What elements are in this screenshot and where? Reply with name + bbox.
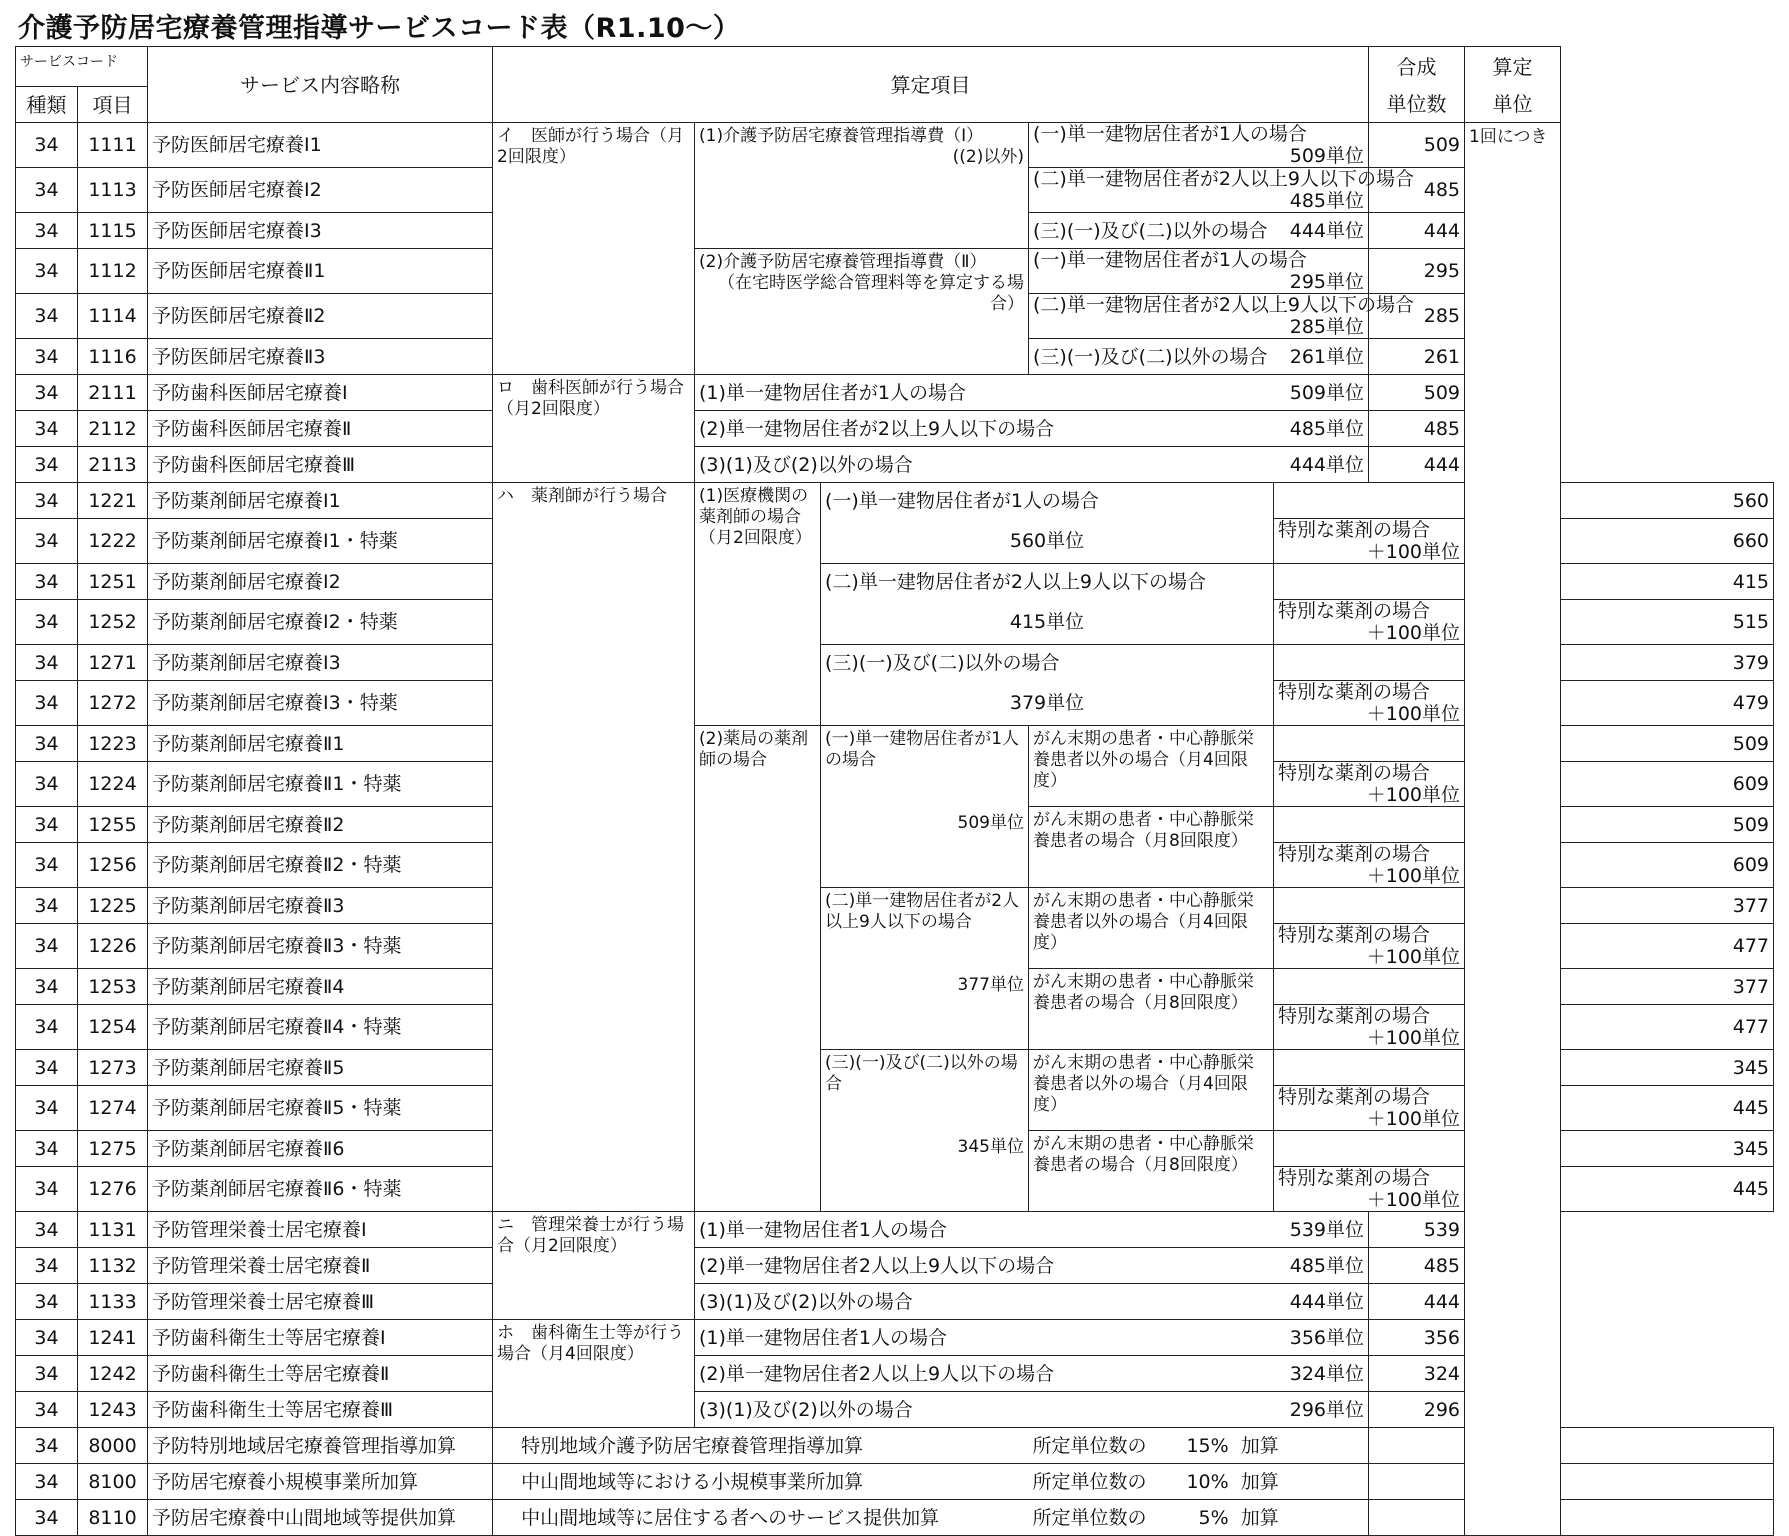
special-drug-label: 特別な薬剤の場合 [1278, 600, 1431, 622]
condition-text: (1)単一建物居住者1人の場合 [699, 1326, 948, 1349]
item-cell: 1132 [78, 1248, 148, 1284]
kind-cell: 34 [16, 1356, 78, 1392]
units-cell: 415 [1561, 564, 1774, 600]
addon-name-cell [493, 1500, 1029, 1536]
units-cell: 560 [1561, 483, 1774, 519]
special-drug-empty [1274, 1050, 1465, 1086]
pharm-condition [821, 888, 1029, 1050]
service-name-cell: 予防管理栄養士居宅療養Ⅰ [148, 1212, 493, 1248]
unit-amount: 324単位 [1289, 1362, 1365, 1385]
kind-cell: 34 [16, 483, 78, 519]
pharm-condition [821, 1050, 1029, 1212]
unit-amount: 444単位 [1289, 453, 1365, 476]
condition-text: (三)(一)及び(二)以外の場合 [1033, 345, 1268, 368]
calc-condition-cell [1029, 168, 1415, 213]
addon-rate-cell [1029, 1428, 1369, 1464]
units-cell: 479 [1561, 681, 1774, 726]
calc-condition-cell [695, 375, 1369, 411]
special-drug-plus: ＋100単位 [1366, 946, 1461, 968]
special-drug-empty [1274, 888, 1465, 924]
kind-cell: 34 [16, 1392, 78, 1428]
cancer-condition: がん末期の患者・中心静脈栄養患者以外の場合（月4回限度） [1029, 726, 1274, 807]
calc-condition-cell [695, 1392, 1369, 1428]
units-cell [1369, 1464, 1465, 1500]
pharm-condition-units: 560単位 [821, 519, 1274, 564]
special-drug-plus: ＋100単位 [1366, 865, 1461, 887]
special-drug-cell [1274, 1167, 1465, 1212]
item-cell: 1272 [78, 681, 148, 726]
header-units-b: 単位数 [1369, 87, 1465, 123]
pharm-hospital: (1)医療機関の薬剤師の場合（月2回限度） [695, 483, 821, 726]
item-cell: 1253 [78, 969, 148, 1005]
condition-text: (三)(一)及び(二)以外の場合 [825, 1053, 1018, 1094]
service-name-cell: 予防薬剤師居宅療養Ⅱ6・特薬 [148, 1167, 493, 1212]
special-drug-label: 特別な薬剤の場合 [1278, 1167, 1431, 1189]
special-drug-plus: ＋100単位 [1366, 1189, 1461, 1211]
units-cell: 509 [1369, 375, 1465, 411]
special-drug-cell [1274, 1086, 1465, 1131]
calc-unit-cell [1561, 1428, 1774, 1464]
pharm-condition: (三)(一)及び(二)以外の場合 [821, 645, 1274, 681]
kind-cell: 34 [16, 969, 78, 1005]
kind-cell: 34 [16, 1320, 78, 1356]
unit-amount: 509単位 [1289, 145, 1365, 167]
kind-cell: 34 [16, 123, 78, 168]
units-cell: 609 [1561, 762, 1774, 807]
unit-amount: 295単位 [1289, 271, 1365, 293]
kind-cell: 34 [16, 213, 78, 249]
kind-cell: 34 [16, 888, 78, 924]
item-cell: 1271 [78, 645, 148, 681]
service-name-cell: 予防医師居宅療養Ⅰ1 [148, 123, 493, 168]
service-name-cell: 予防薬剤師居宅療養Ⅱ5 [148, 1050, 493, 1086]
doctor-fee-2-label: (2)介護予防居宅療養管理指導費（Ⅱ） [699, 252, 987, 272]
condition-text: (2)単一建物居住者が2以上9人以下の場合 [699, 417, 1055, 440]
page-title: 介護予防居宅療養管理指導サービスコード表（R1.10～） [18, 13, 741, 44]
special-drug-empty [1274, 1131, 1465, 1167]
units-cell: 379 [1561, 645, 1774, 681]
calc-condition-cell [1029, 249, 1369, 294]
kind-cell: 34 [16, 519, 78, 564]
item-cell: 1243 [78, 1392, 148, 1428]
condition-text: (一)単一建物居住者が1人の場合 [1033, 123, 1307, 145]
service-name-cell: 予防居宅療養小規模事業所加算 [148, 1464, 493, 1500]
service-name-cell: 予防薬剤師居宅療養Ⅱ2・特薬 [148, 843, 493, 888]
kind-cell: 34 [16, 1050, 78, 1086]
calc-condition-cell [695, 1320, 1369, 1356]
kind-cell: 34 [16, 1428, 78, 1464]
service-name-cell: 予防薬剤師居宅療養Ⅱ3・特薬 [148, 924, 493, 969]
service-name-cell: 予防薬剤師居宅療養Ⅰ2 [148, 564, 493, 600]
special-drug-label: 特別な薬剤の場合 [1278, 681, 1431, 703]
condition-text: (3)(1)及び(2)以外の場合 [699, 1398, 913, 1421]
special-drug-plus: ＋100単位 [1366, 1027, 1461, 1049]
units-cell: 295 [1369, 249, 1465, 294]
cancer-condition: がん末期の患者・中心静脈栄養患者の場合（月8回限度） [1029, 807, 1274, 888]
service-name-cell: 予防医師居宅療養Ⅱ3 [148, 339, 493, 375]
units-cell: 515 [1561, 600, 1774, 645]
special-drug-cell [1274, 1005, 1465, 1050]
kind-cell: 34 [16, 1086, 78, 1131]
item-cell: 1251 [78, 564, 148, 600]
units-cell: 444 [1369, 447, 1465, 483]
service-name-cell: 予防医師居宅療養Ⅱ2 [148, 294, 493, 339]
units-cell: 285 [1369, 294, 1465, 339]
service-name-cell: 予防歯科衛生士等居宅療養Ⅲ [148, 1392, 493, 1428]
header-item: 項目 [78, 87, 148, 123]
condition-text: (三)(一)及び(二)以外の場合 [1033, 219, 1268, 242]
per-visit-cell: 1回につき [1465, 123, 1561, 1536]
kind-cell: 34 [16, 1212, 78, 1248]
condition-text: (二)単一建物居住者が2人以上9人以下の場合 [1033, 168, 1415, 190]
unit-amount: 285単位 [1289, 316, 1365, 338]
item-cell: 1115 [78, 213, 148, 249]
unit-amount: 444単位 [1289, 1290, 1365, 1313]
calc-condition-cell [695, 1212, 1369, 1248]
calc-condition-cell [695, 1356, 1369, 1392]
service-name-cell: 予防医師居宅療養Ⅰ2 [148, 168, 493, 213]
item-cell: 1256 [78, 843, 148, 888]
service-name-cell: 予防薬剤師居宅療養Ⅰ3 [148, 645, 493, 681]
units-cell: 485 [1369, 1248, 1465, 1284]
doctor-fee-1-note: ((2)以外) [952, 147, 1024, 167]
units-cell: 477 [1561, 1005, 1774, 1050]
condition-text: (1)単一建物居住者1人の場合 [699, 1218, 948, 1241]
header-calc-unit-b: 単位 [1465, 87, 1561, 123]
item-cell: 1222 [78, 519, 148, 564]
service-name-cell: 予防歯科衛生士等居宅療養Ⅱ [148, 1356, 493, 1392]
header-units-a: 合成 [1369, 47, 1465, 87]
addon-suffix: 加算 [1240, 1470, 1279, 1493]
doctor-fee-1 [695, 123, 1029, 249]
item-cell: 2113 [78, 447, 148, 483]
units-cell: 356 [1369, 1320, 1465, 1356]
special-drug-cell [1274, 600, 1465, 645]
header-service-code: サービスコード [16, 47, 148, 87]
pharm-condition: (二)単一建物居住者が2人以上9人以下の場合 [821, 564, 1274, 600]
kind-cell: 34 [16, 1464, 78, 1500]
service-name-cell: 予防医師居宅療養Ⅱ1 [148, 249, 493, 294]
item-cell: 1276 [78, 1167, 148, 1212]
item-cell: 1274 [78, 1086, 148, 1131]
condition-text: (2)単一建物居住者2人以上9人以下の場合 [699, 1254, 1055, 1277]
service-name-cell: 予防薬剤師居宅療養Ⅱ3 [148, 888, 493, 924]
units-cell: 377 [1561, 969, 1774, 1005]
item-cell: 1254 [78, 1005, 148, 1050]
service-name-cell: 予防歯科衛生士等居宅療養Ⅰ [148, 1320, 493, 1356]
service-name-cell: 予防薬剤師居宅療養Ⅱ4 [148, 969, 493, 1005]
kind-cell: 34 [16, 1005, 78, 1050]
item-cell: 2112 [78, 411, 148, 447]
service-name-cell: 予防医師居宅療養Ⅰ3 [148, 213, 493, 249]
service-name-cell: 予防薬剤師居宅療養Ⅱ5・特薬 [148, 1086, 493, 1131]
condition-text: (3)(1)及び(2)以外の場合 [699, 453, 913, 476]
condition-text: (1)単一建物居住者が1人の場合 [699, 381, 967, 404]
addon-rate-cell [1029, 1500, 1369, 1536]
special-drug-cell [1274, 762, 1465, 807]
service-name-cell: 予防薬剤師居宅療養Ⅰ1・特薬 [148, 519, 493, 564]
kind-cell: 34 [16, 681, 78, 726]
unit-amount: 377単位 [957, 975, 1024, 995]
item-cell: 1111 [78, 123, 148, 168]
kind-cell: 34 [16, 807, 78, 843]
kind-cell: 34 [16, 1248, 78, 1284]
condition-text: (一)単一建物居住者が1人の場合 [825, 729, 1020, 770]
unit-amount: 539単位 [1289, 1218, 1365, 1241]
item-cell: 1226 [78, 924, 148, 969]
item-cell: 1275 [78, 1131, 148, 1167]
pharm-condition-units: 379単位 [821, 681, 1274, 726]
calc-condition-cell [1029, 294, 1415, 339]
item-cell: 1255 [78, 807, 148, 843]
kind-cell: 34 [16, 1131, 78, 1167]
cancer-condition: がん末期の患者・中心静脈栄養患者以外の場合（月4回限度） [1029, 888, 1274, 969]
kind-cell: 34 [16, 1284, 78, 1320]
unit-amount: 356単位 [1289, 1326, 1365, 1349]
pharm-condition-units: 415単位 [821, 600, 1274, 645]
service-name-cell: 予防薬剤師居宅療養Ⅱ1 [148, 726, 493, 762]
item-cell: 1273 [78, 1050, 148, 1086]
kind-cell: 34 [16, 762, 78, 807]
calc-unit-cell [1561, 1464, 1774, 1500]
special-drug-empty [1274, 483, 1465, 519]
units-cell: 445 [1561, 1086, 1774, 1131]
addon-prefix: 所定単位数の [1032, 1434, 1147, 1457]
kind-cell: 34 [16, 600, 78, 645]
calc-condition-cell [695, 447, 1369, 483]
doctor-fee-2 [695, 249, 1029, 375]
units-cell [1369, 1500, 1465, 1536]
unit-amount: 485単位 [1289, 1254, 1365, 1277]
special-drug-plus: ＋100単位 [1366, 703, 1461, 725]
unit-amount: 485単位 [1289, 417, 1365, 440]
calc-condition-cell [1029, 123, 1369, 168]
special-drug-plus: ＋100単位 [1366, 784, 1461, 806]
item-cell: 1241 [78, 1320, 148, 1356]
item-cell: 1131 [78, 1212, 148, 1248]
units-cell: 509 [1561, 726, 1774, 762]
special-drug-label: 特別な薬剤の場合 [1278, 843, 1431, 865]
units-cell: 509 [1369, 123, 1465, 168]
condition-text: (一)単一建物居住者が1人の場合 [1033, 249, 1307, 271]
units-cell: 445 [1561, 1167, 1774, 1212]
condition-text: (二)単一建物居住者が2人以上9人以下の場合 [1033, 294, 1415, 316]
special-drug-cell [1274, 924, 1465, 969]
unit-amount: 345単位 [957, 1137, 1024, 1157]
item-cell: 8100 [78, 1464, 148, 1500]
service-name-cell: 予防薬剤師居宅療養Ⅱ2 [148, 807, 493, 843]
special-drug-empty [1274, 564, 1465, 600]
kind-cell: 34 [16, 645, 78, 681]
addon-rate-cell [1029, 1464, 1369, 1500]
group-pharmacist: ハ 薬剤師が行う場合 [493, 483, 695, 1212]
calc-condition-cell [695, 1248, 1369, 1284]
unit-amount: 509単位 [957, 813, 1024, 833]
doctor-fee-1-label: (1)介護予防居宅療養管理指導費（Ⅰ） [699, 126, 984, 146]
units-cell: 609 [1561, 843, 1774, 888]
group-hygienist: ホ 歯科衛生士等が行う場合（月4回限度） [493, 1320, 695, 1428]
pharm-pharmacy: (2)薬局の薬剤師の場合 [695, 726, 821, 1212]
group-dentist: ロ 歯科医師が行う場合（月2回限度） [493, 375, 695, 483]
kind-cell: 34 [16, 924, 78, 969]
kind-cell: 34 [16, 564, 78, 600]
addon-prefix: 所定単位数の [1032, 1470, 1147, 1493]
unit-amount: 296単位 [1289, 1398, 1365, 1421]
units-cell: 345 [1561, 1050, 1774, 1086]
table-row [16, 123, 1774, 168]
special-drug-cell [1274, 519, 1465, 564]
service-name-cell: 予防管理栄養士居宅療養Ⅲ [148, 1284, 493, 1320]
calc-condition-cell [1029, 339, 1369, 375]
item-cell: 1112 [78, 249, 148, 294]
service-code-table [15, 46, 1774, 1536]
units-cell [1369, 1428, 1465, 1464]
kind-cell: 34 [16, 726, 78, 762]
special-drug-label: 特別な薬剤の場合 [1278, 1005, 1431, 1027]
addon-percent: 10% [1186, 1470, 1229, 1493]
pharm-condition: (一)単一建物居住者が1人の場合 [821, 483, 1274, 519]
item-cell: 1116 [78, 339, 148, 375]
item-cell: 1242 [78, 1356, 148, 1392]
service-name-cell: 予防薬剤師居宅療養Ⅱ1・特薬 [148, 762, 493, 807]
item-cell: 1225 [78, 888, 148, 924]
header-kind: 種類 [16, 87, 78, 123]
addon-percent: 15% [1186, 1434, 1229, 1457]
addon-name: 特別地域介護予防居宅療養管理指導加算 [521, 1434, 864, 1457]
addon-suffix: 加算 [1240, 1434, 1279, 1457]
special-drug-label: 特別な薬剤の場合 [1278, 762, 1431, 784]
special-drug-empty [1274, 969, 1465, 1005]
kind-cell: 34 [16, 339, 78, 375]
item-cell: 1221 [78, 483, 148, 519]
item-cell: 1223 [78, 726, 148, 762]
units-cell: 485 [1369, 168, 1465, 213]
addon-name-cell [493, 1464, 1029, 1500]
addon-prefix: 所定単位数の [1032, 1506, 1147, 1529]
units-cell: 485 [1369, 411, 1465, 447]
header-calc-items: 算定項目 [493, 47, 1369, 123]
special-drug-plus: ＋100単位 [1366, 541, 1461, 563]
item-cell: 1133 [78, 1284, 148, 1320]
kind-cell: 34 [16, 1500, 78, 1536]
addon-suffix: 加算 [1240, 1506, 1279, 1529]
calc-condition-cell [1029, 213, 1369, 249]
pharm-condition [821, 726, 1029, 888]
condition-text: (3)(1)及び(2)以外の場合 [699, 1290, 913, 1313]
addon-percent: 5% [1198, 1506, 1229, 1529]
units-cell: 296 [1369, 1392, 1465, 1428]
service-name-cell: 予防薬剤師居宅療養Ⅰ3・特薬 [148, 681, 493, 726]
special-drug-empty [1274, 645, 1465, 681]
group-dietitian: ニ 管理栄養士が行う場合（月2回限度） [493, 1212, 695, 1320]
kind-cell: 34 [16, 294, 78, 339]
condition-text: (二)単一建物居住者が2人以上9人以下の場合 [825, 891, 1020, 932]
service-name-cell: 予防薬剤師居宅療養Ⅰ2・特薬 [148, 600, 493, 645]
service-name-cell: 予防歯科医師居宅療養Ⅱ [148, 411, 493, 447]
units-cell: 324 [1369, 1356, 1465, 1392]
service-name-cell: 予防薬剤師居宅療養Ⅱ4・特薬 [148, 1005, 493, 1050]
calc-condition-cell [695, 1284, 1369, 1320]
units-cell: 509 [1561, 807, 1774, 843]
cancer-condition: がん末期の患者・中心静脈栄養患者以外の場合（月4回限度） [1029, 1050, 1274, 1131]
units-cell: 444 [1369, 213, 1465, 249]
kind-cell: 34 [16, 843, 78, 888]
special-drug-plus: ＋100単位 [1366, 622, 1461, 644]
addon-name-cell [493, 1428, 1029, 1464]
units-cell: 377 [1561, 888, 1774, 924]
kind-cell: 34 [16, 249, 78, 294]
addon-name: 中山間地域等における小規模事業所加算 [521, 1470, 864, 1493]
calc-unit-cell [1561, 1500, 1774, 1536]
addon-name: 中山間地域等に居住する者へのサービス提供加算 [521, 1506, 940, 1529]
service-name-cell: 予防居宅療養中山間地域等提供加算 [148, 1500, 493, 1536]
service-name-cell: 予防歯科医師居宅療養Ⅲ [148, 447, 493, 483]
unit-amount: 509単位 [1289, 381, 1365, 404]
special-drug-plus: ＋100単位 [1366, 1108, 1461, 1130]
item-cell: 8000 [78, 1428, 148, 1464]
service-name-cell: 予防管理栄養士居宅療養Ⅱ [148, 1248, 493, 1284]
units-cell: 539 [1369, 1212, 1465, 1248]
special-drug-empty [1274, 726, 1465, 762]
item-cell: 1252 [78, 600, 148, 645]
service-name-cell: 予防歯科医師居宅療養Ⅰ [148, 375, 493, 411]
special-drug-label: 特別な薬剤の場合 [1278, 519, 1431, 541]
cancer-condition: がん末期の患者・中心静脈栄養患者の場合（月8回限度） [1029, 969, 1274, 1050]
item-cell: 1114 [78, 294, 148, 339]
calc-condition-cell [695, 411, 1369, 447]
kind-cell: 34 [16, 375, 78, 411]
item-cell: 1224 [78, 762, 148, 807]
units-cell: 261 [1369, 339, 1465, 375]
item-cell: 2111 [78, 375, 148, 411]
special-drug-cell [1274, 681, 1465, 726]
item-cell: 1113 [78, 168, 148, 213]
service-name-cell: 予防薬剤師居宅療養Ⅱ6 [148, 1131, 493, 1167]
service-name-cell: 予防特別地域居宅療養管理指導加算 [148, 1428, 493, 1464]
units-cell: 345 [1561, 1131, 1774, 1167]
service-name-cell: 予防薬剤師居宅療養Ⅰ1 [148, 483, 493, 519]
unit-amount: 261単位 [1289, 345, 1365, 368]
header-calc-unit-a: 算定 [1465, 47, 1561, 87]
kind-cell: 34 [16, 168, 78, 213]
item-cell: 8110 [78, 1500, 148, 1536]
kind-cell: 34 [16, 411, 78, 447]
kind-cell: 34 [16, 1167, 78, 1212]
special-drug-label: 特別な薬剤の場合 [1278, 924, 1431, 946]
units-cell: 477 [1561, 924, 1774, 969]
units-cell: 444 [1369, 1284, 1465, 1320]
special-drug-cell [1274, 843, 1465, 888]
special-drug-label: 特別な薬剤の場合 [1278, 1086, 1431, 1108]
units-cell: 660 [1561, 519, 1774, 564]
unit-amount: 444単位 [1289, 219, 1365, 242]
header-content: サービス内容略称 [148, 47, 493, 123]
group-doctor: イ 医師が行う場合（月2回限度） [493, 123, 695, 375]
condition-text: (2)単一建物居住者2人以上9人以下の場合 [699, 1362, 1055, 1385]
unit-amount: 485単位 [1289, 190, 1365, 212]
cancer-condition: がん末期の患者・中心静脈栄養患者の場合（月8回限度） [1029, 1131, 1274, 1212]
kind-cell: 34 [16, 447, 78, 483]
doctor-fee-2-note: （在宅時医学総合管理料等を算定する場合） [718, 273, 1024, 314]
special-drug-empty [1274, 807, 1465, 843]
